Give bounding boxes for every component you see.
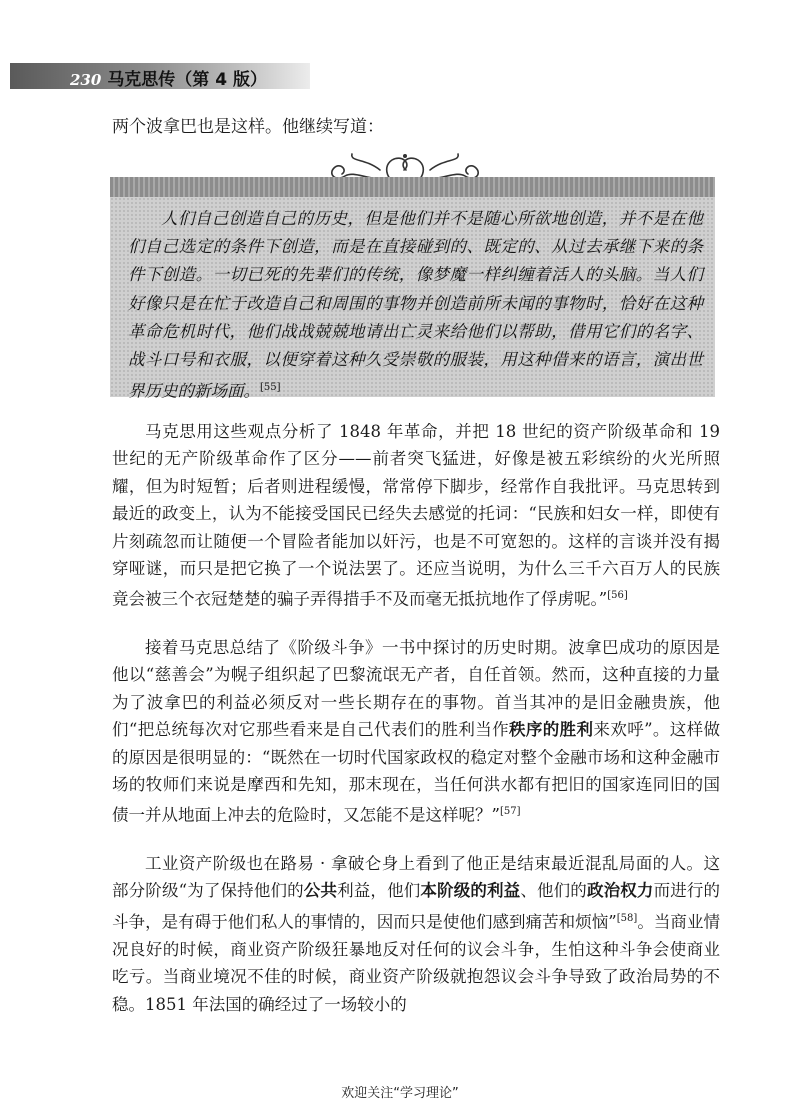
p3-bold1: 公共 <box>303 881 338 901</box>
paragraph-1-text: 马克思用这些观点分析了 1848 年革命，并把 18 世纪的资产阶级革命和 19 世纪的无产阶级革命作了区分——前者突飞猛进，好像是被五彩缤纷的火光所照耀，但为时短暂；后者则进程缓慢，常常停下脚步，经常作自我批评。马克思转到最近的政变上，认为不能接受国民已经失去感觉的托词：“民族和妇女一样，即使有片刻疏忽而让随便一个冒险者能加以奸污，也是不可宽恕的。这样的言谈并没有揭穿哑谜，而只是把它换了一个说法罢了。还应当说明，为什么三千六百万人的民族竟会被三个衣冠楚楚的骗子弄得措手不及而毫无抵抗地作了俘虏呢。” <box>112 422 720 609</box>
book-title: 马克思传（第 4 版） <box>107 70 267 90</box>
paragraph-3 <box>112 850 720 1018</box>
quote-ref: [55] <box>260 382 281 394</box>
paragraph-2 <box>112 634 720 829</box>
p3-bold2: 本阶级的利益 <box>420 881 521 901</box>
quote-text: 人们自己创造自己的历史，但是他们并不是随心所欲地创造，并不是在他们自己选定的条件下创造，而是在直接碰到的、既定的、从过去承继下来的条件下创造。一切已死的先辈们的传统，像梦魔一样纠缠着活人的头脑。当人们好像只是在忙于改造自己和周围的事物并创造前所未闻的事物时，恰好在这种革命危机时代，他们战战兢兢地请出亡灵来给他们以帮助，借用它们的名字、战斗口号和衣服，以便穿着这种久受崇敬的服装，用这种借来的语言，演出世界历史的新场面。 <box>128 209 703 401</box>
p2-part2: 来欢呼”。这样做的原因是很明显的：“既然在一切时代国家政权的稳定对整个金融市场和这种金融市场的牧师们来说是摩西和先知，那末现在，当任何洪水都有把旧的国家连同旧的国债一并从地面上冲去的危险时，又怎能不是这样呢？” <box>112 720 721 825</box>
intro-line: 两个波拿巴也是这样。他继续写道： <box>112 117 384 137</box>
p3-bold3: 政治权力 <box>586 881 654 901</box>
page-footer: 欢迎关注“学习理论” <box>341 1086 459 1101</box>
p2-part1: 接着马克思总结了《阶级斗争》一书中探讨的历史时期。波拿巴成功的原因是他以“慈善会”为幌子组织起了巴黎流氓无产者，自任首领。然而，这种直接的力量为了波拿巴的利益必须反对一些长期存在的事物。首当其冲的是旧金融贵族，他们“把总统每次对它那些看来是自己代表们的胜利当作 <box>112 638 720 740</box>
page-number: 230 <box>70 71 102 89</box>
ref-57: [57] <box>499 806 521 818</box>
p3-part5: 。当商业情况良好的时候，商业资产阶级狂暴地反对任何的议会斗争，生怕这种斗争会使商业吃亏。当商业境况不佳的时候，商业资产阶级就抱怨议会斗争导致了政治局势的不稳。1851 年法国的确经过了一场较小的 <box>112 912 721 1014</box>
block-quote <box>128 205 703 406</box>
p3-part2: 利益，他们 <box>337 881 421 901</box>
ref-56: [56] <box>607 590 628 602</box>
quote-band <box>110 177 715 197</box>
p3-part1: 工业资产阶级也在路易 · 拿破仑身上看到了他正是结束最近混乱局面的人。这部分阶级“为了保持他们的 <box>112 854 720 901</box>
ref-58: [58] <box>616 912 638 924</box>
p2-bold1: 秩序的胜利 <box>509 720 594 740</box>
p3-part4: 而进行的斗争，是有碍于他们私人的事情的，因而只是使他们感到痛苦和烦恼” <box>112 881 721 932</box>
paragraph-1 <box>112 418 720 613</box>
running-header <box>70 65 267 90</box>
p3-part3: 、他们的 <box>520 881 587 901</box>
